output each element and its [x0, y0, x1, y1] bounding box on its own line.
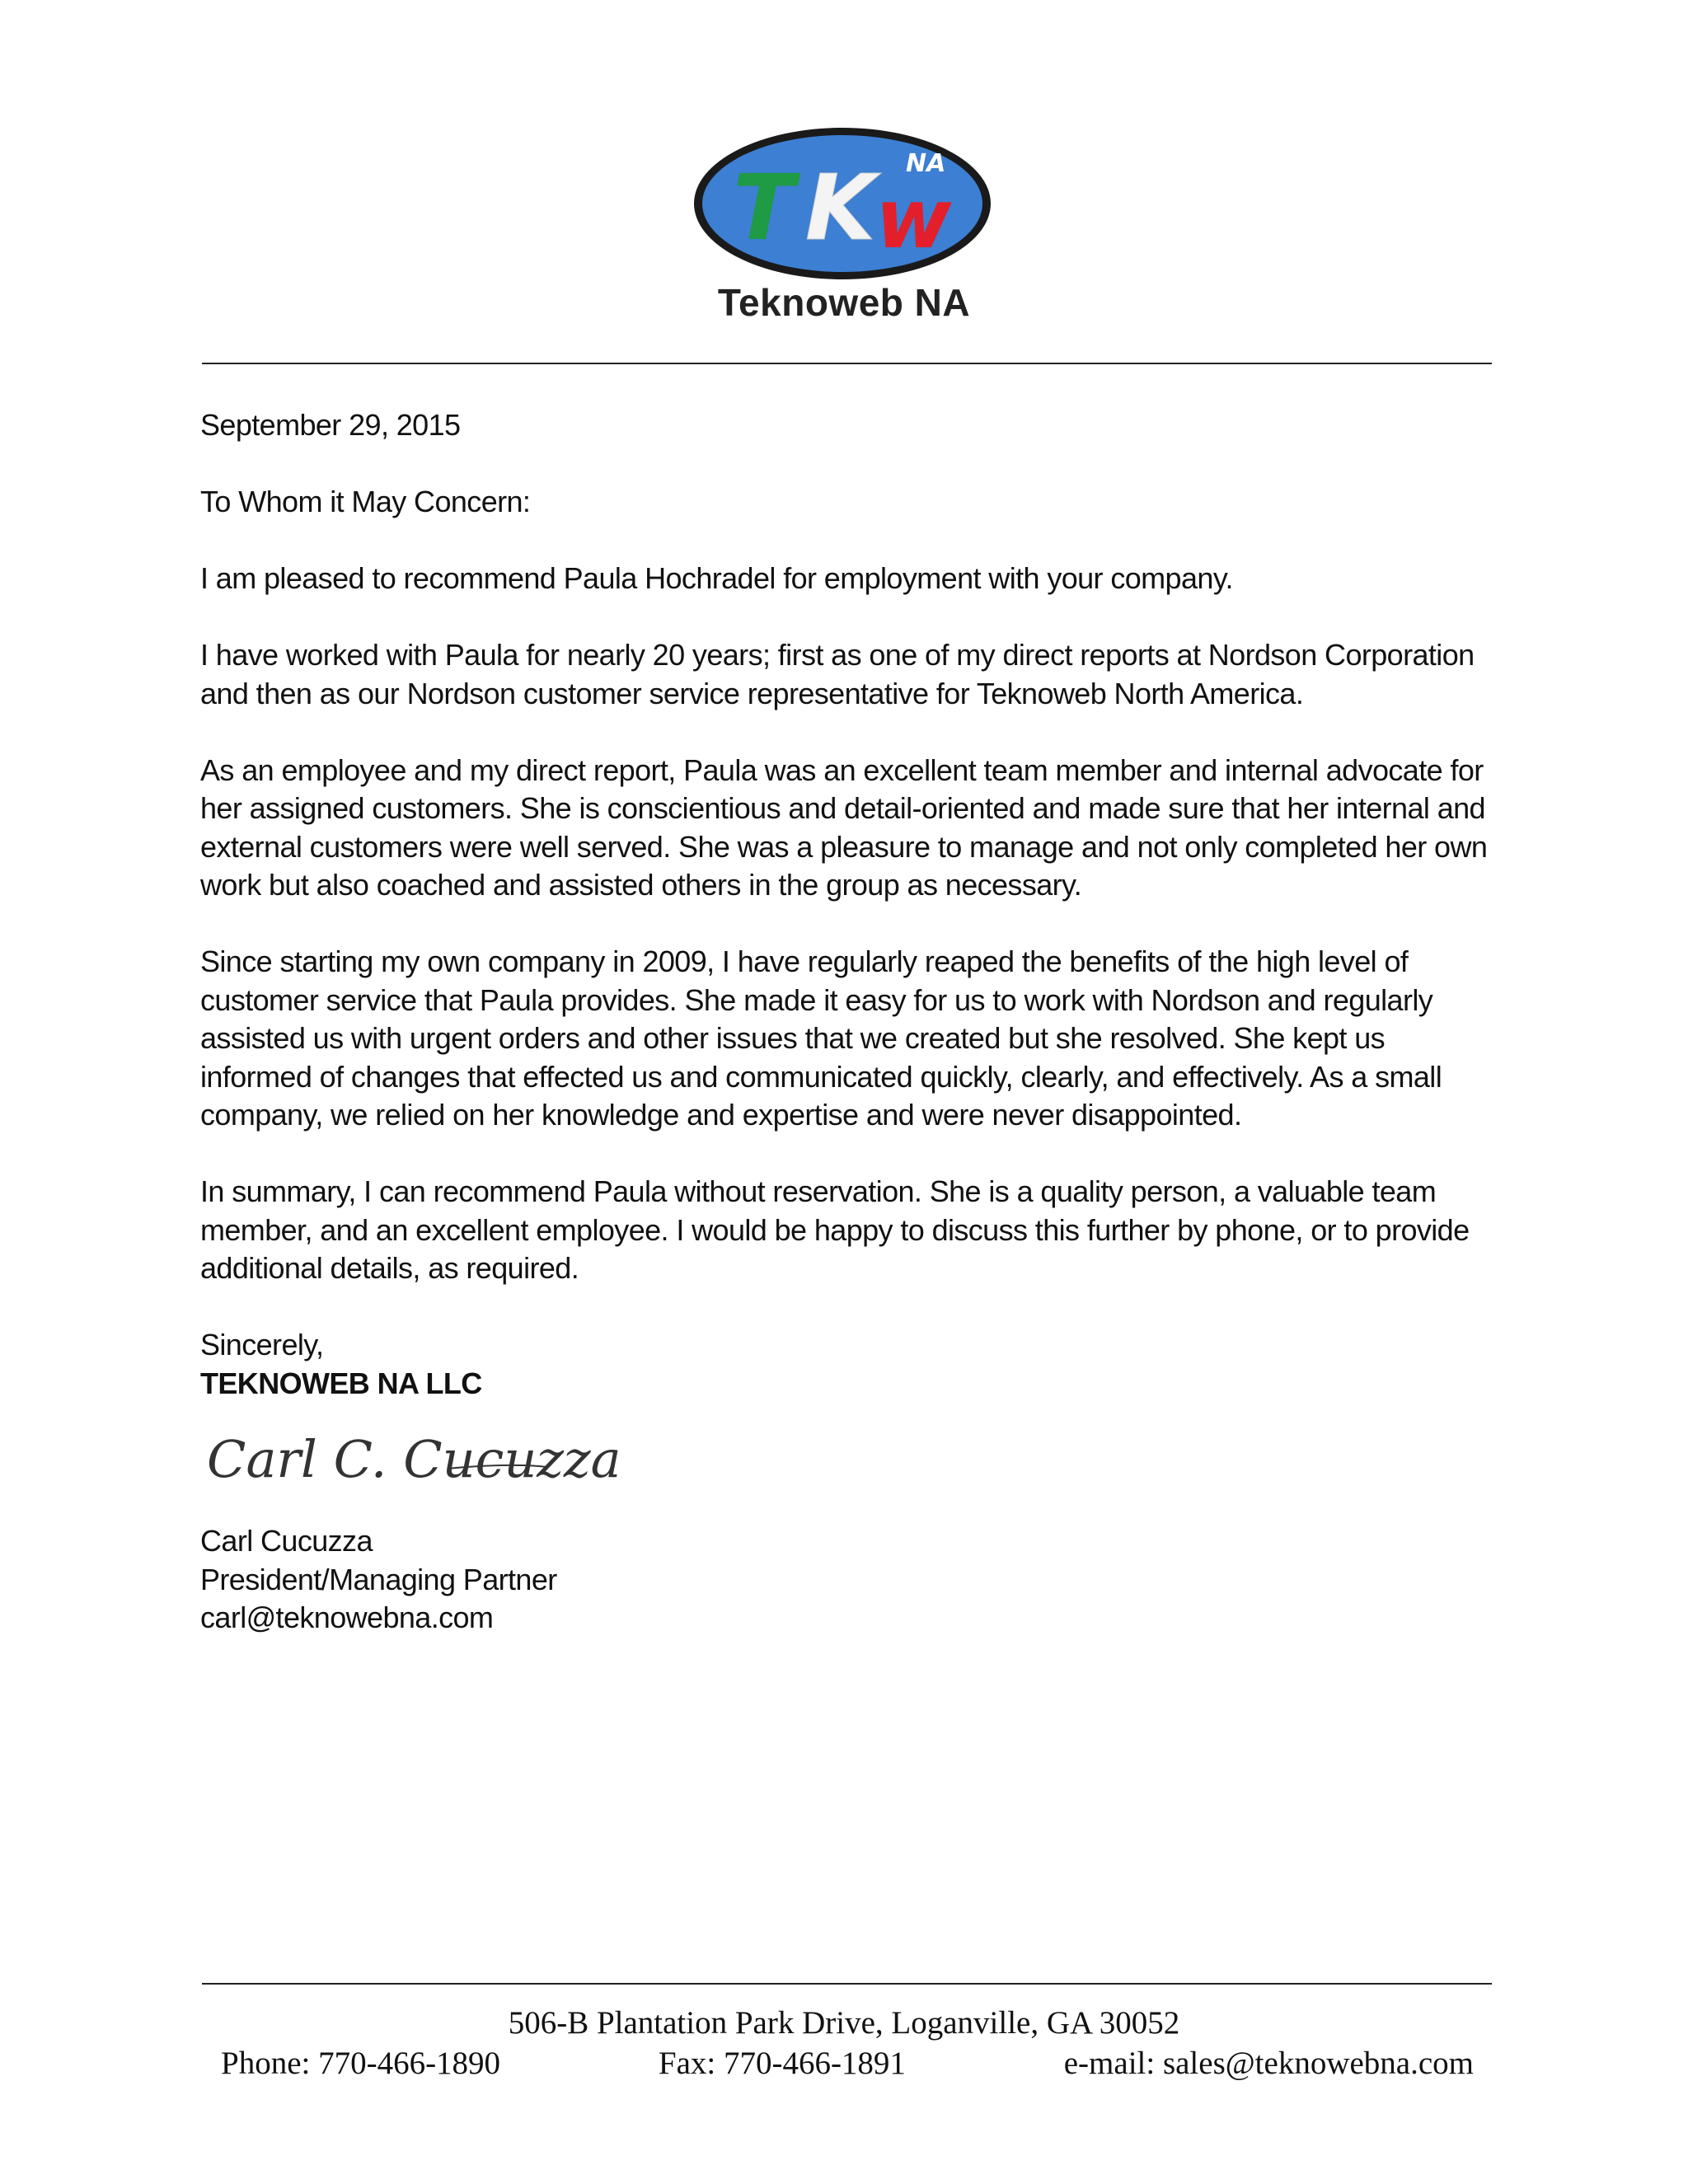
salutation: To Whom it May Concern:	[200, 485, 531, 518]
letter-body	[200, 406, 1498, 1403]
footer-email: e-mail: sales@teknowebna.com	[1063, 2046, 1474, 2081]
footer-contacts	[221, 2045, 1474, 2082]
signer-block	[200, 1522, 557, 1638]
paragraph-employee: As an employee and my direct report, Paula was an excellent team member and internal advocate for her assigned customers. She is conscientious and detail-oriented and made sure that her internal and external customers were well served. She was a pleasure to manage and not only completed her own work but also coached and assisted others in the group as necessary.	[200, 752, 1488, 902]
company-logo	[690, 124, 995, 284]
svg-text:Carl C. Cucuzza: Carl C. Cucuzza	[207, 1429, 621, 1489]
footer-divider	[202, 1983, 1492, 1985]
footer-address: 506-B Plantation Park Drive, Loganville, GA 30052	[508, 2005, 1180, 2041]
closing-block	[200, 1326, 1498, 1403]
svg-text:K: K	[805, 155, 876, 260]
footer-phone: Phone: 770-466-1890	[221, 2046, 501, 2081]
paragraph-service: Since starting my own company in 2009, I have regularly reaped the benefits of the high level of customer service that Paula provides. She made it easy for us to work with Nordson and regularly assisted us with urgent orders and other issues that we created but she resolved. She kept us informed of changes that effected us and communicated quickly, clearly, and effectively. As a small company, we relied on her knowledge and expertise and were never disappointed.	[200, 944, 1442, 1132]
svg-text:NA: NA	[906, 149, 946, 178]
company-name: Teknoweb NA	[717, 281, 971, 324]
header-divider	[202, 363, 1492, 364]
signer-name: Carl Cucuzza	[200, 1524, 373, 1558]
paragraph-summary: In summary, I can recommend Paula without reservation. She is a quality person, a valuable team member, and an excellent employee. I would be happy to discuss this further by phone, or to provide additional details, as required.	[200, 1174, 1470, 1285]
svg-text:w: w	[875, 171, 952, 267]
signature	[200, 1418, 621, 1525]
paragraph-history: I have worked with Paula for nearly 20 years; first as one of my direct reports at Nordson Corporation and then as our Nordson customer service representative for Teknoweb North America.	[200, 638, 1475, 710]
svg-text:T: T	[733, 155, 795, 260]
closing-company: TEKNOWEB NA LLC	[200, 1366, 482, 1400]
signer-email: carl@teknowebna.com	[200, 1601, 494, 1634]
paragraph-intro: I am pleased to recommend Paula Hochradel for employment with your company.	[200, 561, 1233, 595]
signer-title: President/Managing Partner	[200, 1562, 557, 1596]
footer-fax: Fax: 770-466-1891	[658, 2046, 906, 2081]
closing: Sincerely,	[200, 1328, 324, 1361]
letter-date: September 29, 2015	[200, 408, 461, 442]
